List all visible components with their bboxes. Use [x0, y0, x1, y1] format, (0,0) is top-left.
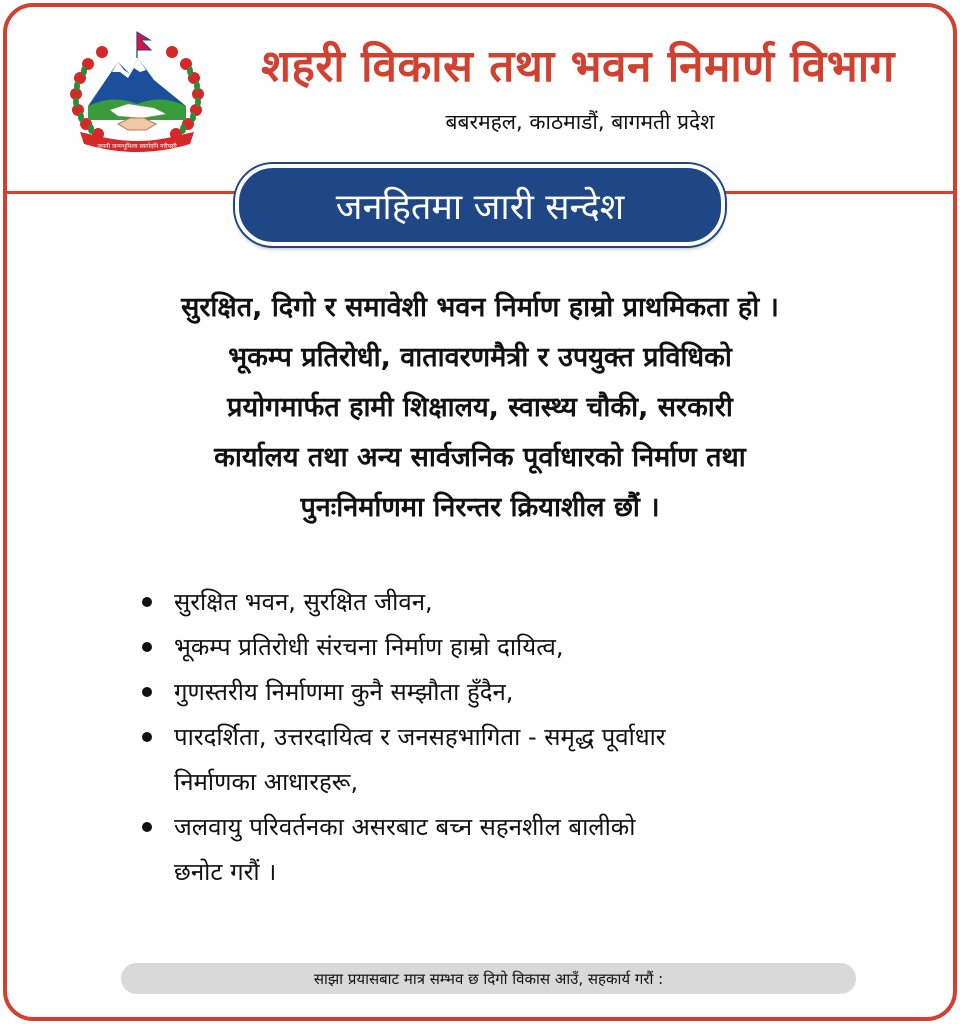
organization-address: बबरमहल, काठमाडौं, बागमती प्रदेश: [445, 110, 715, 134]
list-item-text: जलवायु परिवर्तनका असरबाट बच्न सहनशील बालीको: [174, 813, 636, 841]
lead-line: भूकम्प प्रतिरोधी, वातावरणमैत्री र उपयुक्त प्रविधिको: [228, 342, 732, 373]
list-item: [140, 670, 880, 715]
organization-title: शहरी विकास तथा भवन निमार्ण विभाग: [261, 41, 895, 92]
list-item: [140, 625, 880, 670]
divider-left: [7, 191, 235, 194]
list-item: [140, 715, 880, 805]
lead-paragraph: [40, 283, 920, 533]
banner-title: जनहितमा जारी सन्देश: [235, 164, 725, 246]
list-item-text: सुरक्षित भवन, सुरक्षित जीवन,: [174, 588, 433, 616]
lead-line: सुरक्षित, दिगो र समावेशी भवन निर्माण हाम्रो प्राथमिकता हो ।: [181, 292, 779, 323]
list-item-text: निर्माणका आधारहरू,: [174, 768, 359, 796]
lead-line: प्रयोगमार्फत हामी शिक्षालय, स्वास्थ्य चौकी, सरकारी: [227, 392, 733, 423]
list-item-text: गुणस्तरीय निर्माणमा कुनै सम्झौता हुँदैन,: [174, 678, 514, 706]
list-item-text: पारदर्शिता, उत्तरदायित्व र जनसहभागिता - समृद्ध पूर्वाधार: [174, 723, 666, 751]
list-item-text: छनोट गरौं ।: [174, 858, 277, 886]
lead-line: कार्यालय तथा अन्य सार्वजनिक पूर्वाधारको निर्माण तथा: [214, 442, 746, 473]
list-item: [140, 805, 880, 895]
list-item: [140, 580, 880, 625]
lead-line: पुनःनिर्माणमा निरन्तर क्रियाशील छौं ।: [300, 492, 660, 523]
footer-slogan: साझा प्रयासबाट मात्र सम्भव छ दिगो विकास आउँ, सहकार्य गरौं :: [121, 963, 856, 994]
emblem-motto: जननी जन्मभूमिश्च स्वर्गादपि गरीयसी: [97, 143, 177, 150]
divider-right: [722, 191, 953, 194]
bullet-list: [140, 580, 880, 895]
list-item-text: भूकम्प प्रतिरोधी संरचना निर्माण हाम्रो दायित्व,: [174, 633, 564, 661]
nepal-coat-of-arms-icon: [58, 28, 216, 160]
